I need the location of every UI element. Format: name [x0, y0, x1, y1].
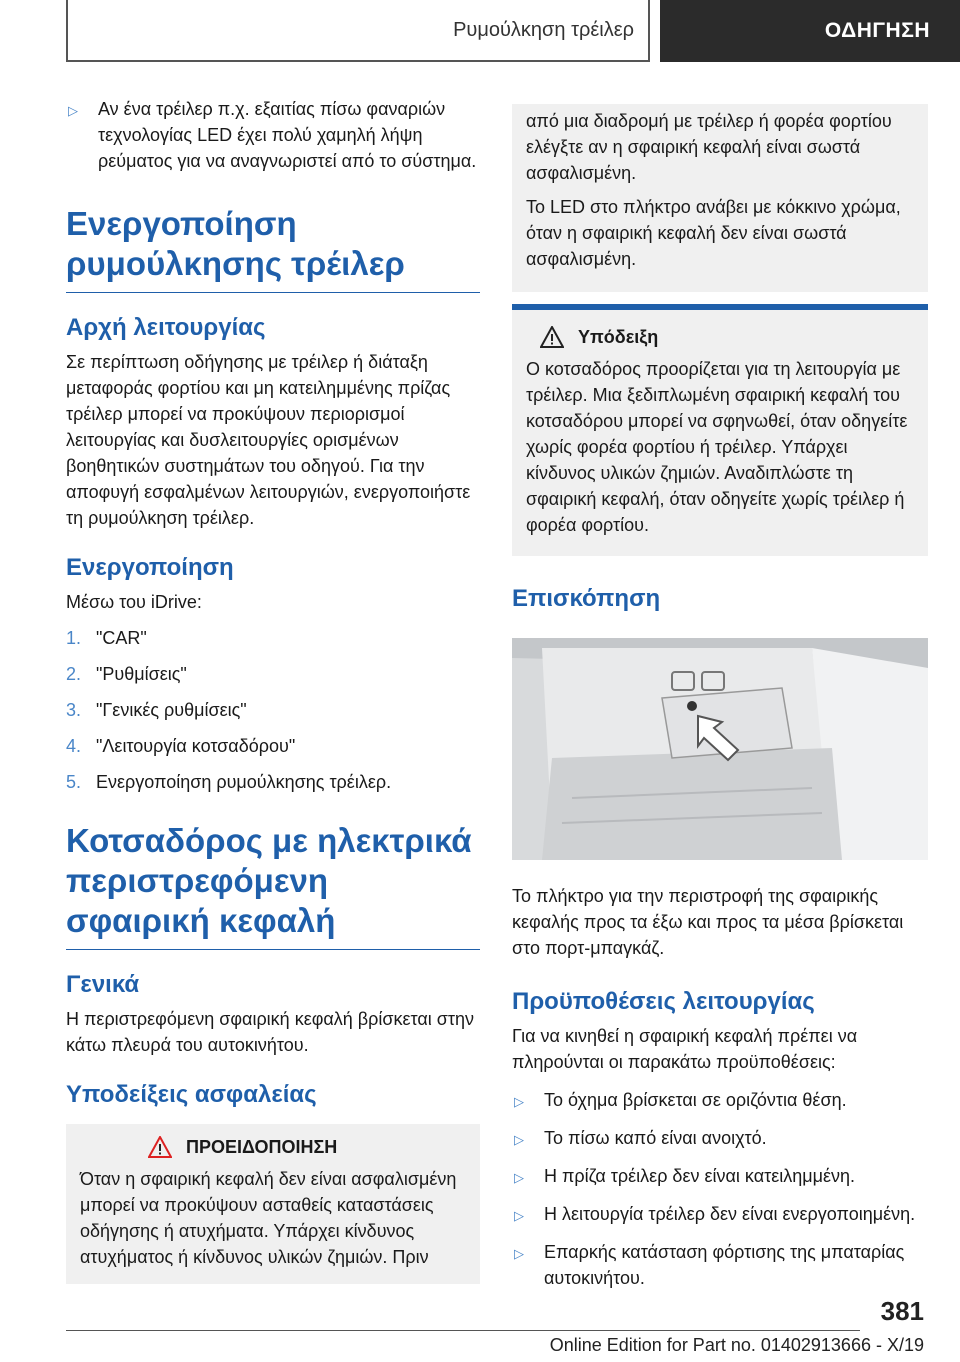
step-number: 5. [66, 772, 82, 792]
heading-activation: Ενεργοποίηση ρυμούλκησης τρέιλερ [66, 205, 405, 282]
prerequisite-text: Η λειτουργία τρέιλερ δεν είναι ενεργοποιημένη. [544, 1204, 916, 1224]
heading-rule [66, 949, 480, 950]
photo-caption: Το πλήκτρο για την περιστροφή της σφαιρικής κεφαλής προς τα έξω και προς τα μέσα βρίσκεται στο πορτ-μπαγκάζ. [512, 886, 904, 958]
via-idrive-text: Μέσω του iDrive: [66, 592, 202, 612]
note-text: Ο κοτσαδόρος προορίζεται για τη λειτουργία με τρέιλερ. Μια ξεδιπλωμένη σφαιρική κεφαλή του κοτσαδόρου μπορεί να σφηνωθεί, όταν οδηγείτε χωρίς φορέα φορτίου ή τρέιλερ. Υπάρχει κίνδυνος υλικών ζημιών. Αναδιπλώστε τη σφαιρική κεφαλή, όταν οδηγείτε χωρίς τρέιλερ ή φορέα φορτίου. [526, 359, 908, 535]
prerequisite-text: Επαρκής κατάσταση φόρτισης της μπαταρίας αυτοκινήτου. [544, 1242, 905, 1288]
warning-continued-text-1: από μια διαδρομή με τρέιλερ ή φορέα φορτίου ελέγξτε αν η σφαιρική κεφαλή είναι σωστά ασφαλισμένη. [526, 111, 892, 183]
list-item [512, 1201, 928, 1229]
list-item [512, 1125, 928, 1153]
heading-prerequisites: Προϋποθέσεις λειτουργίας [512, 988, 815, 1015]
warning-header [80, 1136, 466, 1158]
heading-safety: Υποδείξεις ασφαλείας [66, 1081, 317, 1108]
warning-title: ΠΡΟΕΙΔΟΠΟΙΗΣΗ [186, 1136, 338, 1157]
note-box [512, 310, 928, 556]
prerequisite-text: Το όχημα βρίσκεται σε οριζόντια θέση. [544, 1090, 847, 1110]
prerequisite-text: Το πίσω καπό είναι ανοιχτό. [544, 1128, 767, 1148]
heading-activate: Ενεργοποίηση [66, 554, 234, 581]
intro-bullet-text: Αν ένα τρέιλερ π.χ. εξαιτίας πίσω φαναριών τεχνολογίας LED έχει πολύ χαμηλή λήψη ρεύματος για να αναγνωριστεί από το σύστημα. [98, 99, 477, 171]
header-chapter-tab [660, 0, 960, 62]
heading-towbar: Κοτσαδόρος με ηλεκτρικά περιστρεφόμενη σφαιρική κεφαλή [66, 822, 472, 939]
list-item [66, 661, 480, 687]
warning-continued-text-2: Το LED στο πλήκτρο ανάβει με κόκκινο χρώμα, όταν η σφαιρική κεφαλή δεν είναι σωστά ασφαλισμένη. [526, 197, 901, 269]
step-text: "Λειτουργία κοτσαδόρου" [96, 736, 296, 756]
triangle-bullet-icon: ▷ [514, 1246, 524, 1261]
intro-bullet [66, 96, 480, 174]
heading-general: Γενικά [66, 971, 140, 998]
step-text: Ενεργοποίηση ρυμούλκησης τρέιλερ. [96, 772, 392, 792]
triangle-bullet-icon: ▷ [514, 1208, 524, 1223]
list-item [512, 1163, 928, 1191]
left-column [66, 96, 480, 1284]
warning-box [66, 1124, 480, 1284]
triangle-bullet-icon: ▷ [68, 103, 78, 118]
header-chapter-title: ΟΔΗΓΗΣΗ [824, 19, 930, 42]
header-section-title: Ρυμούλκηση τρέιλερ [453, 18, 634, 41]
footer-rule [66, 1330, 860, 1331]
caution-triangle-icon [540, 326, 564, 348]
prerequisites-intro: Για να κινηθεί η σφαιρική κεφαλή πρέπει να πληρούνται οι παρακάτω προϋποθέσεις: [512, 1026, 858, 1072]
list-item [66, 625, 480, 651]
footer-edition: Online Edition for Part no. 01402913666 - X/19 [549, 1335, 924, 1355]
principle-text: Σε περίπτωση οδήγησης με τρέιλερ ή διάταξη μεταφοράς φορτίου και μη κατειλημμένης πρίζας τρέιλερ μπορεί να προκύψουν περιορισμοί λειτουργίας και δυσλειτουργίες ορισμένων βοηθητικών συστημάτων του οδηγού. Για την αποφυγή εσφαλμένων λειτουργιών, ενεργοποιήστε τη ρυμούλκηση τρέιλερ. [66, 352, 471, 528]
triangle-bullet-icon: ▷ [514, 1170, 524, 1185]
step-text: "Γενικές ρυθμίσεις" [96, 700, 247, 720]
right-column [512, 104, 928, 1301]
step-text: "Ρυθμίσεις" [96, 664, 187, 684]
steps-list [66, 625, 480, 795]
list-item [66, 733, 480, 759]
step-number: 3. [66, 700, 82, 720]
general-text: Η περιστρεφόμενη σφαιρική κεφαλή βρίσκεται στην κάτω πλευρά του αυτοκινήτου. [66, 1009, 475, 1055]
warning-triangle-icon [148, 1136, 172, 1158]
step-number: 2. [66, 664, 82, 684]
warning-text: Όταν η σφαιρική κεφαλή δεν είναι ασφαλισμένη μπορεί να προκύψουν ασταθείς καταστάσεις οδήγησης ή ατυχήματα. Υπάρχει κίνδυνος ατυχήματος ή κίνδυνος υλικών ζημιών. Πριν [80, 1169, 457, 1267]
page-number: 381 [880, 1296, 924, 1326]
heading-rule [66, 292, 480, 293]
trunk-button-photo [512, 638, 928, 860]
list-item [512, 1239, 928, 1291]
step-number: 4. [66, 736, 82, 756]
list-item [66, 769, 480, 795]
note-title: Υπόδειξη [578, 326, 659, 347]
list-item [66, 697, 480, 723]
triangle-bullet-icon: ▷ [514, 1094, 524, 1109]
note-header [526, 326, 914, 348]
header-section-tab [66, 0, 650, 62]
heading-overview: Επισκόπηση [512, 585, 661, 612]
step-number: 1. [66, 628, 82, 648]
heading-principle: Αρχή λειτουργίας [66, 314, 266, 341]
list-item [512, 1087, 928, 1115]
step-text: "CAR" [96, 628, 147, 648]
triangle-bullet-icon: ▷ [514, 1132, 524, 1147]
warning-continued-box [512, 104, 928, 292]
prerequisite-text: Η πρίζα τρέιλερ δεν είναι κατειλημμένη. [544, 1166, 856, 1186]
